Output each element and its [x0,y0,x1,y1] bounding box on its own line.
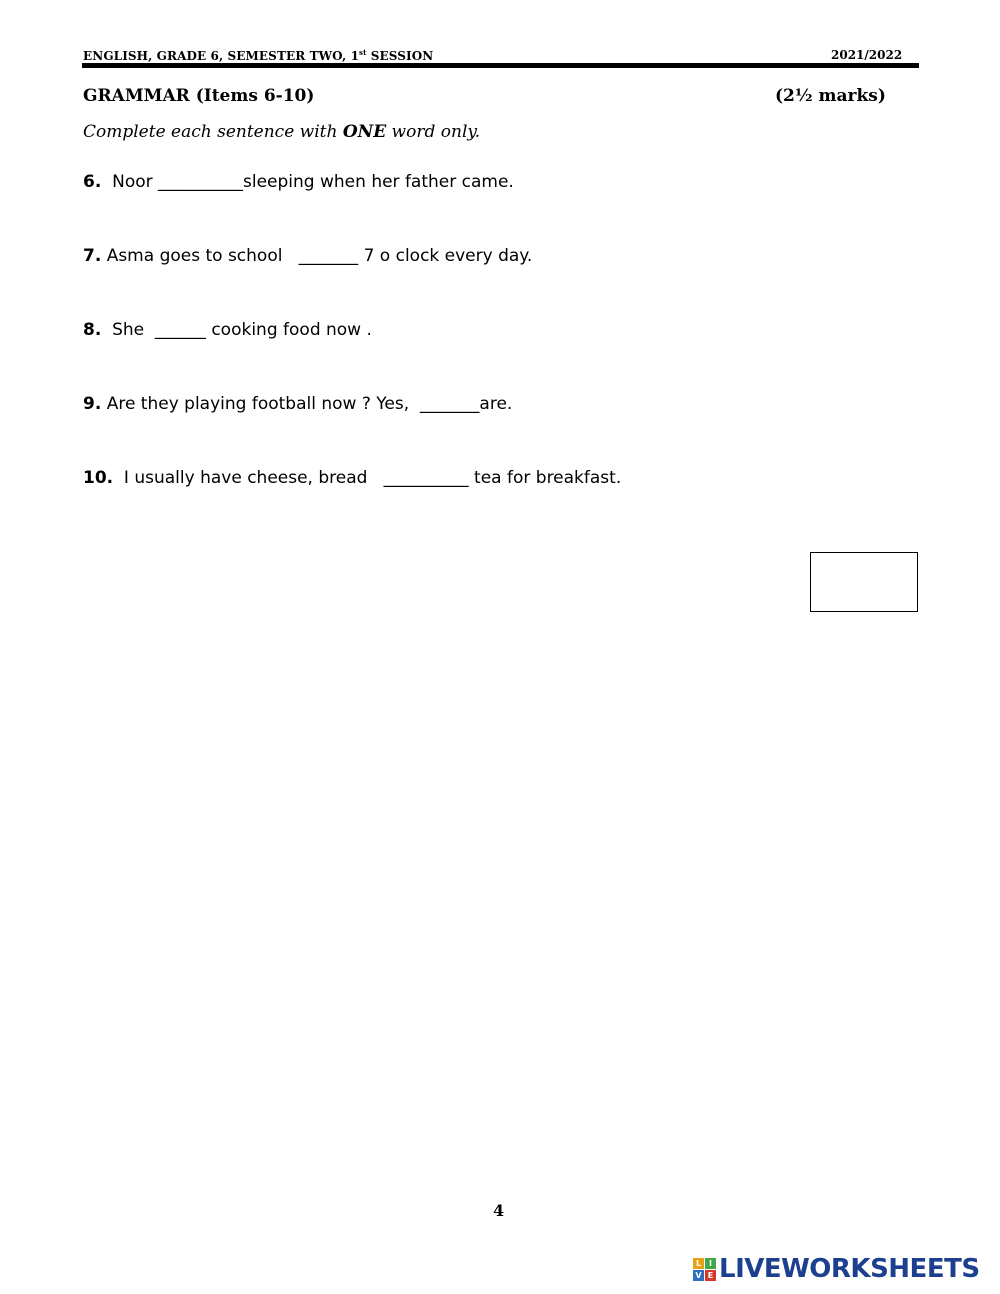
question-number: 9. [83,394,102,414]
page-number: 4 [493,1201,505,1220]
live-tiles-icon [693,1258,716,1281]
question-text[interactable]: She ______ cooking food now . [101,320,372,340]
question-item-8 [83,320,372,340]
question-item-7 [83,246,532,266]
tile-v: V [693,1270,704,1281]
exam-year: 2021/2022 [831,48,903,62]
question-text[interactable]: Are they playing football now ? Yes, _______are. [101,394,513,414]
liveworksheets-logo[interactable] [693,1253,980,1285]
question-text[interactable]: Noor __________sleeping when her father came. [101,172,514,192]
question-number: 6. [83,172,102,192]
question-item-6 [83,172,514,192]
question-number: 10. [83,468,114,488]
exam-header-title: ENGLISH, GRADE 6, SEMESTER TWO, 1st SESSION [83,48,434,63]
question-text[interactable]: Asma goes to school _______ 7 o clock every day. [101,246,533,266]
question-text[interactable]: I usually have cheese, bread __________ tea for breakfast. [113,468,622,488]
section-title: GRAMMAR (Items 6-10) [83,86,315,106]
tile-i: I [705,1258,716,1269]
score-box [810,552,918,612]
tile-e: E [705,1270,716,1281]
instructions: Complete each sentence with ONE word only. [83,122,481,142]
header-divider [82,63,919,68]
section-marks: (2½ marks) [775,86,886,106]
question-item-10 [83,468,621,488]
question-number: 7. [83,246,102,266]
question-item-9 [83,394,512,414]
question-number: 8. [83,320,102,340]
tile-l: L [693,1258,704,1269]
brand-name: LIVEWORKSHEETS [719,1254,980,1284]
